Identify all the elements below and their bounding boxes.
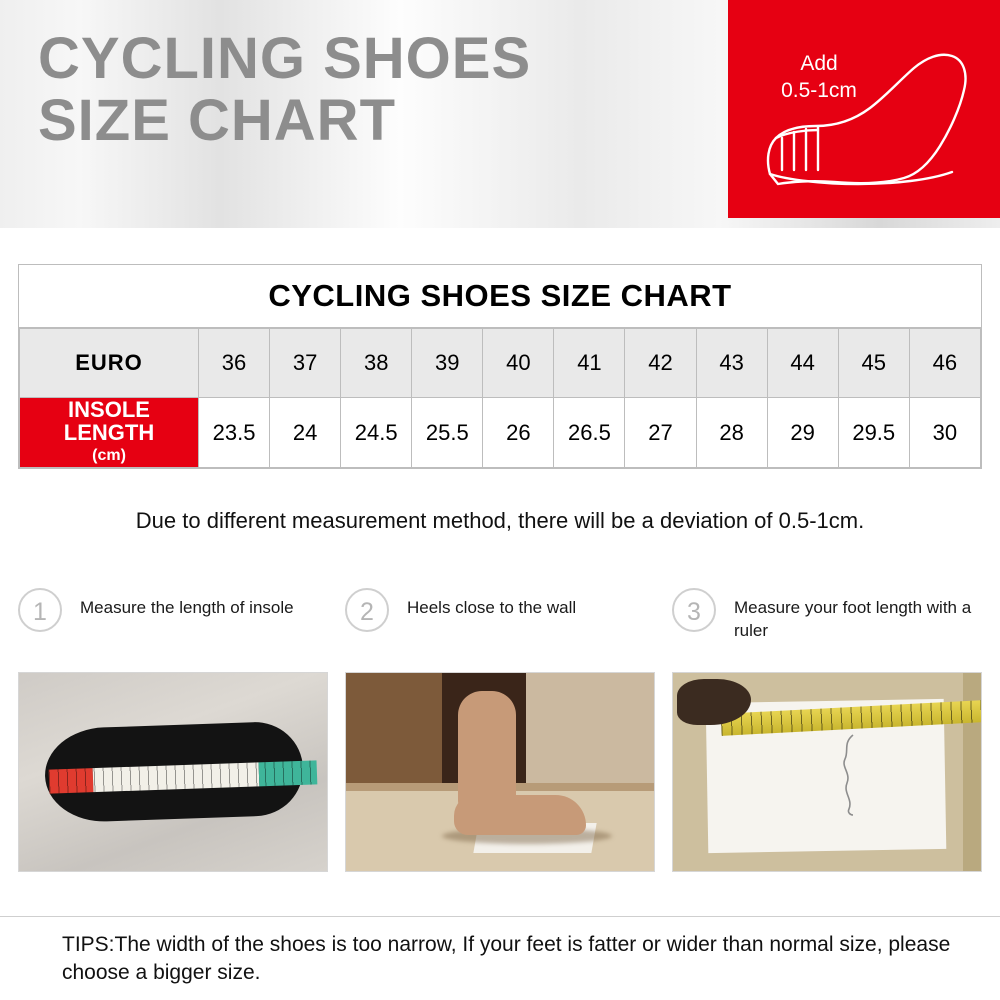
insole-cell: 29 (767, 398, 838, 468)
euro-cell: 39 (412, 329, 483, 398)
euro-cell: 45 (838, 329, 909, 398)
euro-cell: 46 (909, 329, 980, 398)
tips-text (62, 931, 952, 987)
foot-add-note (764, 50, 874, 104)
insole-cell: 25.5 (412, 398, 483, 468)
step-description: Heels close to the wall (407, 598, 577, 617)
size-table-title: CYCLING SHOES SIZE CHART (19, 265, 981, 328)
row-header-euro: EURO (20, 329, 199, 398)
euro-cell: 36 (199, 329, 270, 398)
step-number-badge: 1 (18, 588, 62, 632)
insole-cell: 27 (625, 398, 696, 468)
step-item (345, 588, 655, 648)
row-header-insole (20, 398, 199, 468)
tips-section (0, 916, 1000, 1000)
step-description: Measure the length of insole (80, 598, 294, 617)
insole-cell: 26 (483, 398, 554, 468)
euro-cell: 38 (341, 329, 412, 398)
step-header (345, 588, 655, 648)
size-table (18, 264, 982, 469)
euro-cell: 42 (625, 329, 696, 398)
euro-cell: 37 (270, 329, 341, 398)
measurement-steps (18, 588, 982, 888)
foot-add-note-line1: Add (800, 52, 838, 75)
step-photo-insole-measure (18, 672, 328, 872)
foot-illustration-panel (728, 0, 1000, 218)
step-number-badge: 2 (345, 588, 389, 632)
foot-trace-outline (823, 733, 883, 817)
insole-cell: 26.5 (554, 398, 625, 468)
step-photo-heel-to-wall (345, 672, 655, 872)
step-header (672, 588, 982, 648)
euro-cell: 43 (696, 329, 767, 398)
euro-cell: 40 (483, 329, 554, 398)
row-header-insole-unit: (cm) (92, 447, 126, 464)
table-row-insole (20, 398, 981, 468)
insole-cell: 28 (696, 398, 767, 468)
header-banner (0, 0, 1000, 228)
row-header-insole-label: INSOLE LENGTH (63, 397, 155, 445)
foot-add-note-line2: 0.5-1cm (781, 79, 857, 102)
step-photo-ruler-measure (672, 672, 982, 872)
step-item (672, 588, 982, 648)
insole-cell: 24.5 (341, 398, 412, 468)
insole-cell: 29.5 (838, 398, 909, 468)
euro-cell: 44 (767, 329, 838, 398)
step-description: Measure your foot length with a ruler (734, 598, 972, 640)
step-header (18, 588, 328, 648)
step-item (18, 588, 328, 648)
deviation-note: Due to different measurement method, there will be a deviation of 0.5-1cm. (135, 508, 865, 533)
euro-cell: 41 (554, 329, 625, 398)
insole-cell: 23.5 (199, 398, 270, 468)
insole-cell: 24 (270, 398, 341, 468)
page-title: CYCLING SHOES SIZE CHART (38, 26, 532, 153)
tips-label: TIPS: (62, 933, 115, 956)
tips-body: The width of the shoes is too narrow, If your feet is fatter or wider than normal size, please choose a bigger size. (62, 933, 951, 984)
table-row-euro (20, 329, 981, 398)
insole-cell: 30 (909, 398, 980, 468)
step-number-badge: 3 (672, 588, 716, 632)
